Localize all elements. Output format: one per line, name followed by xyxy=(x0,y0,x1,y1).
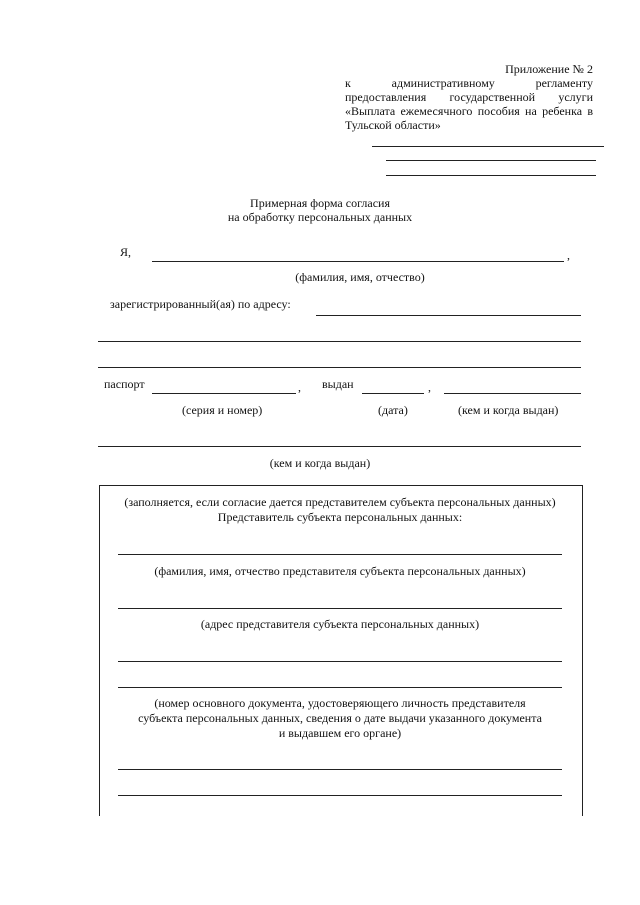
address-input-line-3[interactable] xyxy=(98,367,581,368)
rep-doc-caption-1: (номер основного документа, удостоверяющего личность представителя xyxy=(154,696,526,710)
appendix-line-1: к административному регламенту xyxy=(345,76,593,90)
passport-label: паспорт xyxy=(104,377,145,391)
header-line-1[interactable] xyxy=(372,146,604,147)
fio-caption: (фамилия, имя, отчество) xyxy=(295,270,425,284)
address-input-line-1[interactable] xyxy=(316,315,581,316)
address-input-line-2[interactable] xyxy=(98,341,581,342)
date-comma: , xyxy=(428,380,431,394)
rep-doc-line-2[interactable] xyxy=(118,687,562,688)
date-caption: (дата) xyxy=(378,403,408,417)
appendix-title: Приложение № 2 xyxy=(505,62,593,76)
appendix-line-4: Тульской области» xyxy=(345,118,441,132)
form-title-line-1: Примерная форма согласия xyxy=(250,196,390,210)
address-label: зарегистрированный(ая) по адресу: xyxy=(110,297,291,311)
rep-fio-caption: (фамилия, имя, отчество представителя субъекта персональных данных) xyxy=(154,564,526,578)
passport-comma: , xyxy=(298,380,301,394)
fio-comma: , xyxy=(567,248,570,262)
fio-input-line[interactable] xyxy=(152,261,564,262)
passport-series-line[interactable] xyxy=(152,393,296,394)
passport-date-line[interactable] xyxy=(362,393,424,394)
rep-address-line[interactable] xyxy=(118,608,562,609)
representative-box xyxy=(99,485,583,816)
passport-issuer-line[interactable] xyxy=(444,393,581,394)
header-line-2[interactable] xyxy=(386,160,596,161)
issued-by-caption-2: (кем и когда выдан) xyxy=(269,456,371,470)
i-label: Я, xyxy=(120,245,132,259)
appendix-block xyxy=(345,62,593,132)
appendix-line-3: «Выплата ежемесячного пособия на ребенка в xyxy=(345,104,593,118)
rep-doc-line-3[interactable] xyxy=(118,769,562,770)
rep-doc-line-1[interactable] xyxy=(118,661,562,662)
representative-note: (заполняется, если согласие дается представителем субъекта персональных данных) xyxy=(124,495,556,509)
issued-label: выдан xyxy=(322,377,354,391)
issued-by-line[interactable] xyxy=(98,446,581,447)
rep-doc-line-4[interactable] xyxy=(118,795,562,796)
rep-doc-caption-2: субъекта персональных данных, сведения о дате выдачи указанного документа xyxy=(138,711,542,725)
header-line-3[interactable] xyxy=(386,175,596,176)
issued-by-caption: (кем и когда выдан) xyxy=(458,403,559,417)
rep-address-caption: (адрес представителя субъекта персональных данных) xyxy=(200,617,480,631)
appendix-line-2: предоставления государственной услуги xyxy=(345,90,593,104)
representative-heading: Представитель субъекта персональных данных: xyxy=(217,510,463,524)
series-caption: (серия и номер) xyxy=(182,403,263,417)
rep-fio-line[interactable] xyxy=(118,554,562,555)
rep-doc-caption-3: и выдавшем его органе) xyxy=(278,726,402,740)
form-title-line-2: на обработку персональных данных xyxy=(227,210,413,224)
